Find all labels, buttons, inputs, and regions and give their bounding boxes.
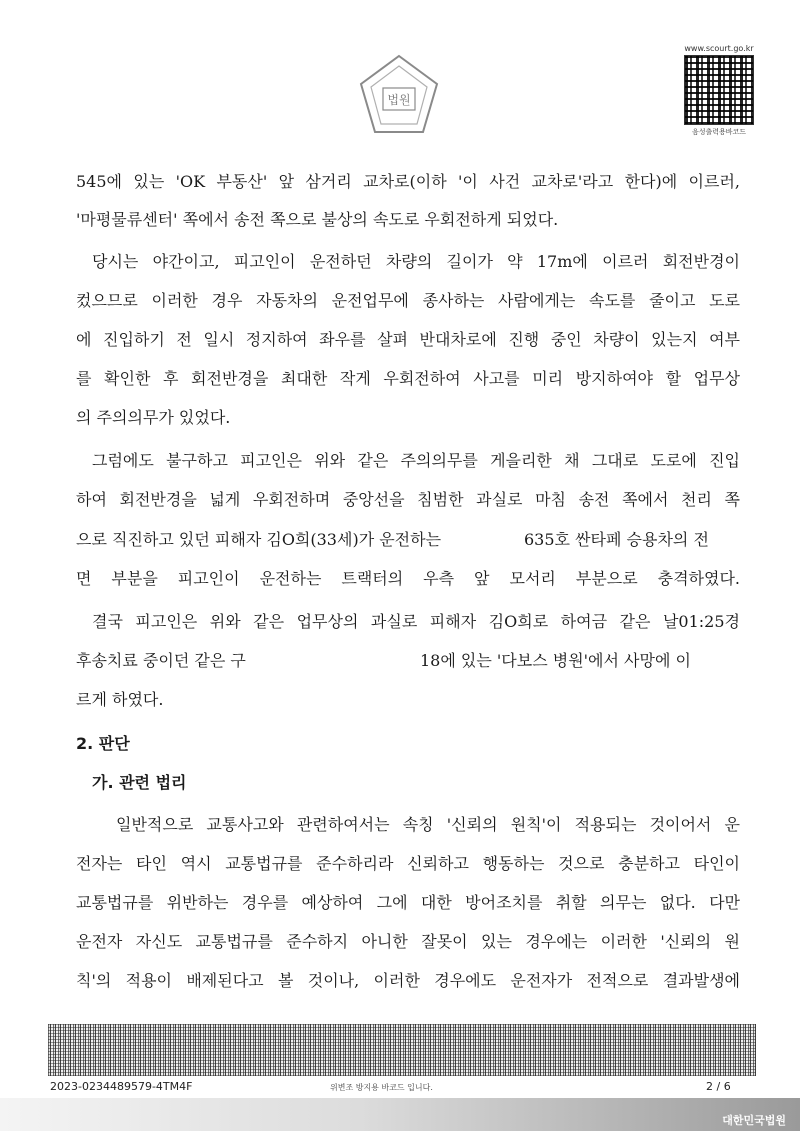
court-name: 대한민국법원 bbox=[722, 1114, 786, 1127]
qr-caption: 음성출력용바코드 bbox=[691, 128, 747, 136]
emblem-text: 법원 bbox=[387, 93, 411, 107]
text-line: '마평물류센터' 쪽에서 송전 쪽으로 불상의 속도로 우회전하게 되었다. bbox=[76, 210, 559, 229]
text-line: 르게 하였다. bbox=[76, 690, 164, 709]
text-line: 635호 싼타페 승용차의 전 bbox=[524, 530, 709, 549]
text-line: 면 부분을 피고인이 운전하는 트랙터의 우측 앞 모서리 부분으로 충격하였다. bbox=[76, 569, 740, 588]
text-line: 운전자 자신도 교통법규를 준수하지 아니한 잘못이 있는 경우에는 이러한 '신뢰의 원 bbox=[76, 932, 740, 951]
text-line: 를 확인한 후 회전반경을 최대한 작게 우회전하여 사고를 미리 방지하여야 할 업무상 bbox=[76, 369, 740, 388]
section-heading: 2. 판단 bbox=[76, 734, 130, 753]
text-line: 으로 직진하고 있던 피해자 김O희(33세)가 운전하는 bbox=[76, 530, 442, 549]
text-line: 그럼에도 불구하고 피고인은 위와 같은 주의의무를 게을리한 채 그대로 도로에 진입 bbox=[92, 451, 740, 470]
qr-code-icon bbox=[684, 55, 754, 125]
text-line: 당시는 야간이고, 피고인이 운전하던 차량의 길이가 약 17m에 이르러 회전반경이 bbox=[92, 252, 740, 271]
text-line: 결국 피고인은 위와 같은 업무상의 과실로 피해자 김O희로 하여금 같은 날01:25경 bbox=[92, 612, 740, 631]
anti-forgery-barcode bbox=[48, 1024, 756, 1076]
subsection-heading: 가. 관련 법리 bbox=[92, 773, 187, 792]
page-number: 2 / 6 bbox=[706, 1080, 731, 1093]
text-line: 칙'의 적용이 배제된다고 볼 것이나, 이러한 경우에도 운전자가 전적으로 결과발생에 bbox=[76, 971, 740, 990]
document-id: 2023-0234489579-4TM4F bbox=[50, 1080, 193, 1093]
text-line: 에 진입하기 전 일시 정지하여 좌우를 살펴 반대차로에 진행 중인 차량이 있는지 여부 bbox=[76, 330, 740, 349]
qr-url: www.scourt.go.kr bbox=[684, 44, 754, 53]
text-line: 교통법규를 위반하는 경우를 예상하여 그에 대한 방어조치를 취할 의무는 없다. 다만 bbox=[76, 893, 740, 912]
text-line: 하여 회전반경을 넓게 우회전하며 중앙선을 침범한 과실로 마침 송전 쪽에서 천리 쪽 bbox=[76, 490, 740, 509]
text-line: 18에 있는 '다보스 병원'에서 사망에 이 bbox=[420, 651, 691, 670]
court-emblem bbox=[355, 52, 443, 140]
footer-band bbox=[0, 1098, 800, 1131]
text-line: 후송치료 중이던 같은 구 bbox=[76, 651, 246, 670]
text-line: 의 주의의무가 있었다. bbox=[76, 408, 231, 427]
text-line: 컸으므로 이러한 경우 자동차의 운전업무에 종사하는 사람에게는 속도를 줄이고 도로 bbox=[76, 291, 740, 310]
voice-output-qr bbox=[668, 44, 770, 137]
text-line: 일반적으로 교통사고와 관련하여서는 속칭 '신뢰의 원칙'이 적용되는 것이어서 운 bbox=[116, 815, 740, 834]
text-line: 전자는 타인 역시 교통법규를 준수하리라 신뢰하고 행동하는 것으로 충분하고 타인이 bbox=[76, 854, 740, 873]
text-line: 545에 있는 'OK 부동산' 앞 삼거리 교차로(이하 '이 사건 교차로'라고 한다)에 이르러, bbox=[76, 172, 740, 191]
barcode-note: 위변조 방지용 바코드 입니다. bbox=[330, 1083, 433, 1092]
